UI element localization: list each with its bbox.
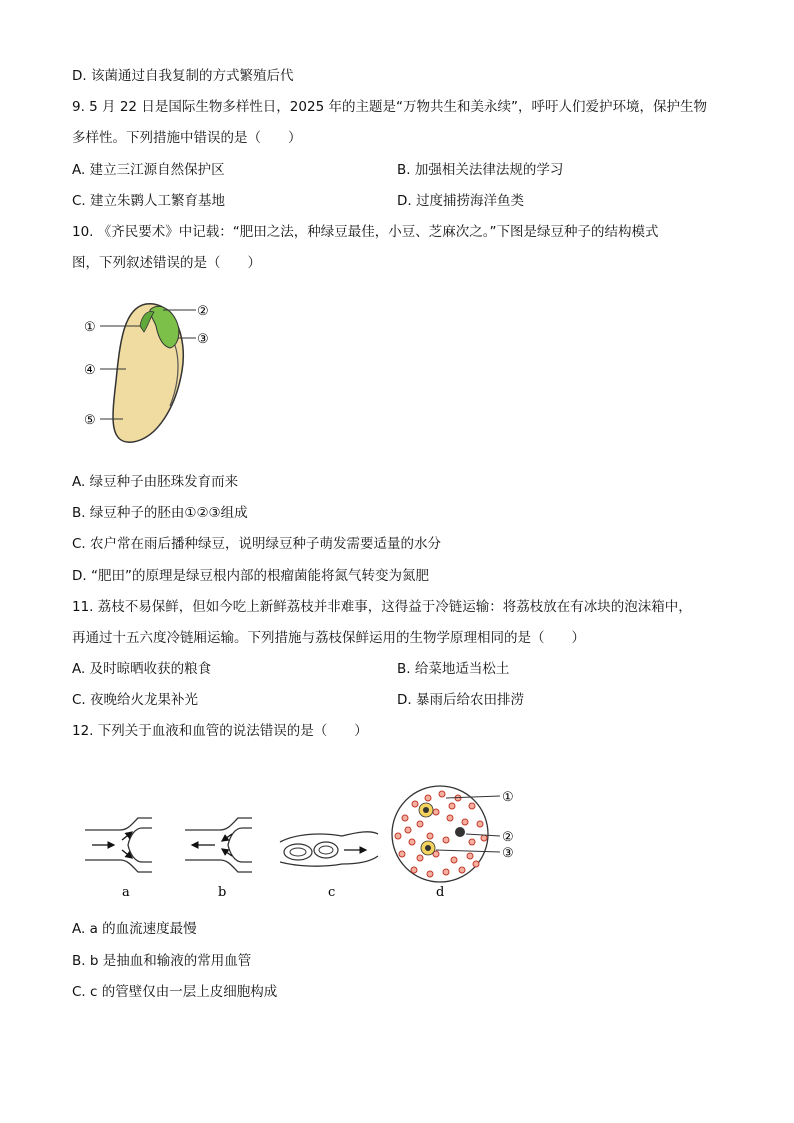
q9-stem-line2: 多样性。下列措施中错误的是（ ） <box>72 130 302 146</box>
mung-bean-seed-figure <box>78 296 228 446</box>
blood-smear-d <box>392 786 514 882</box>
smear-label-1: ① <box>502 790 514 805</box>
q12-option-a: A. a 的血流速度最慢 <box>72 921 197 937</box>
q9-stem-line1: 9. 5 月 22 日是国际生物多样性日，2025 年的主题是“万物共生和美永续”，呼吁人们爱护环境，保护生物 <box>72 99 707 115</box>
caption-b: b <box>218 885 227 900</box>
q12-stem: 12. 下列关于血液和血管的说法错误的是（ ） <box>72 723 368 739</box>
q11-option-b: B. 给菜地适当松土 <box>397 661 510 677</box>
q9-option-c: C. 建立朱鹮人工繁育基地 <box>72 193 226 209</box>
q12-option-b: B. b 是抽血和输液的常用血管 <box>72 953 252 969</box>
seed-label-2: ② <box>197 304 209 319</box>
caption-a: a <box>122 885 130 900</box>
caption-d: d <box>436 885 445 900</box>
smear-label-3: ③ <box>502 846 514 861</box>
q11-stem-line2: 再通过十五六度冷链厢运输。下列措施与荔枝保鲜运用的生物学原理相同的是（ ） <box>72 630 585 646</box>
smear-label-2: ② <box>502 830 514 845</box>
caption-c: c <box>328 885 336 900</box>
q10-option-d: D. “肥田”的原理是绿豆根内部的根瘤菌能将氮气转变为氮肥 <box>72 568 429 584</box>
vessel-a <box>85 818 152 872</box>
seed-label-3: ③ <box>197 332 209 347</box>
q9-option-d: D. 过度捕捞海洋鱼类 <box>397 193 524 209</box>
seed-label-4: ④ <box>84 363 96 378</box>
q11-option-c: C. 夜晚给火龙果补光 <box>72 692 199 708</box>
q10-stem-line1: 10. 《齐民要术》中记载：“肥田之法，种绿豆最佳，小豆、芝麻次之。”下图是绿豆种子的结构模式 <box>72 224 659 240</box>
q10-option-b: B. 绿豆种子的胚由①②③组成 <box>72 505 248 521</box>
q10-option-a: A. 绿豆种子由胚珠发育而来 <box>72 474 239 490</box>
q11-option-a: A. 及时晾晒收获的粮食 <box>72 661 212 677</box>
q11-option-d: D. 暴雨后给农田排涝 <box>397 692 524 708</box>
seed-label-5: ⑤ <box>84 413 96 428</box>
q11-stem-line1: 11. 荔枝不易保鲜，但如今吃上新鲜荔枝并非难事，这得益于冷链运输：将荔枝放在有冰块的泡沫箱中， <box>72 599 692 615</box>
q8-option-d: D. 该菌通过自我复制的方式繁殖后代 <box>72 68 294 84</box>
seed-label-1: ① <box>84 320 96 335</box>
blood-vessels-figure <box>80 784 530 904</box>
vessel-c <box>280 832 378 866</box>
q9-option-a: A. 建立三江源自然保护区 <box>72 162 225 178</box>
vessel-b <box>185 818 252 872</box>
q10-stem-line2: 图，下列叙述错误的是（ ） <box>72 255 261 271</box>
q12-option-c: C. c 的管壁仅由一层上皮细胞构成 <box>72 984 278 1000</box>
q10-option-c: C. 农户常在雨后播种绿豆，说明绿豆种子萌发需要适量的水分 <box>72 536 442 552</box>
q9-option-b: B. 加强相关法律法规的学习 <box>397 162 564 178</box>
